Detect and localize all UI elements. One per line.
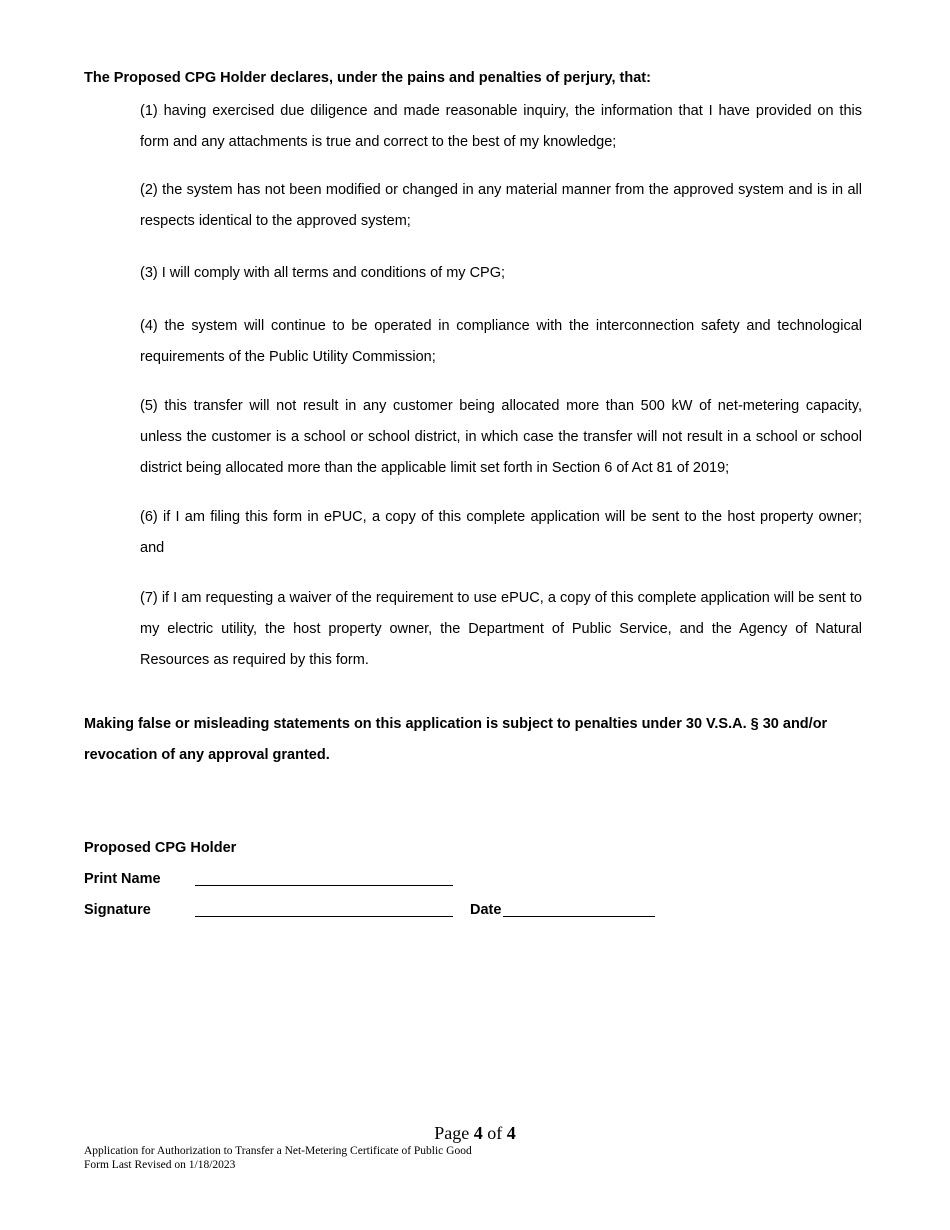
declaration-clause-6: (6) if I am filing this form in ePUC, a copy of this complete application will be sent to the host property owner; and	[140, 509, 862, 556]
date-label: Date	[470, 902, 502, 918]
declaration-clause-5: (5) this transfer will not result in any customer being allocated more than 500 kW of net-metering capacity, unless the customer is a school or school district, in which case the transfer will not result in a school or school district being allocated more than the applicable limit set forth in Section 6 of Act 81 of 2019;	[140, 398, 862, 476]
print-name-field[interactable]	[195, 885, 453, 886]
footer-form-title: Application for Authorization to Transfer a Net-Metering Certificate of Public Good	[84, 1145, 472, 1157]
signature-field[interactable]	[195, 916, 453, 917]
page-of: of	[487, 1123, 503, 1143]
page-number	[0, 1123, 950, 1144]
declaration-clause-7: (7) if I am requesting a waiver of the requirement to use ePUC, a copy of this complete application will be sent to my electric utility, the host property owner, the Department of Public Service, and the Agency of Natural Resources as required by this form.	[140, 590, 862, 668]
declaration-clause-2: (2) the system has not been modified or changed in any material manner from the approved system and is in all respects identical to the approved system;	[140, 182, 862, 229]
page-current: 4	[473, 1123, 483, 1143]
penalty-warning: Making false or misleading statements on this application is subject to penalties under 30 V.S.A. § 30 and/or revocation of any approval granted.	[84, 716, 828, 763]
signature-block-heading: Proposed CPG Holder	[84, 840, 237, 856]
declaration-clause-3: (3) I will comply with all terms and conditions of my CPG;	[140, 265, 506, 281]
page-word: Page	[434, 1123, 470, 1143]
declaration-intro: The Proposed CPG Holder declares, under the pains and penalties of perjury, that:	[84, 70, 651, 86]
date-field[interactable]	[503, 916, 655, 917]
print-name-label: Print Name	[84, 871, 161, 887]
declaration-clause-4: (4) the system will continue to be operated in compliance with the interconnection safety and technological requirements of the Public Utility Commission;	[140, 318, 862, 365]
declaration-clause-1: (1) having exercised due diligence and made reasonable inquiry, the information that I have provided on this form and any attachments is true and correct to the best of my knowledge;	[140, 103, 862, 150]
page-total: 4	[506, 1123, 516, 1143]
footer-revised-date: Form Last Revised on 1/18/2023	[84, 1159, 236, 1171]
signature-label: Signature	[84, 902, 151, 918]
